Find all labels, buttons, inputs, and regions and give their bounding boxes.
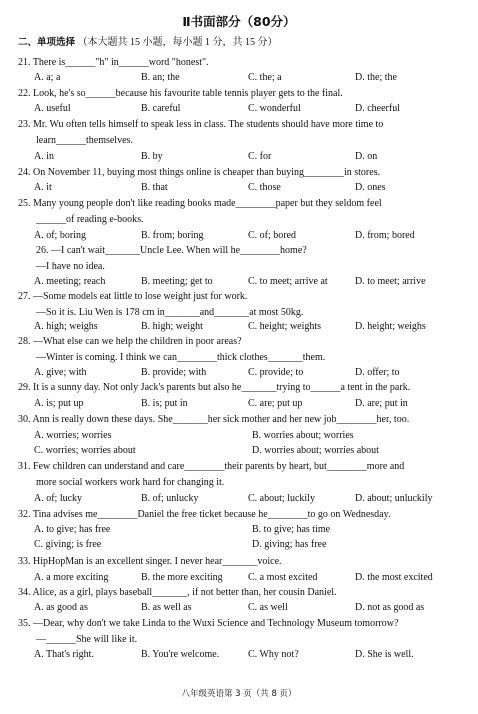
question-26-option-C[interactable]: C. to meet; arrive at xyxy=(248,276,328,287)
question-35-option-D[interactable]: D. She is well. xyxy=(355,649,414,660)
question-23-option-B[interactable]: B. by xyxy=(141,151,163,162)
question-33-option-A[interactable]: A. a more exciting xyxy=(34,572,109,583)
question-29-option-A[interactable]: A. is; put up xyxy=(34,398,84,409)
question-33-option-C[interactable]: C. a most excited xyxy=(248,572,318,583)
question-28-line-1: 28. —What else can we help the children in poor areas? xyxy=(18,336,242,347)
question-26-line-1: 26. —I can't wait_______Uncle Lee. When will he________home? xyxy=(36,245,307,256)
question-23-line-1: 23. Mr. Wu often tells himself to speak less in class. The students should have more time to xyxy=(18,119,384,130)
question-32-option-B[interactable]: B. to give; has time xyxy=(252,524,331,535)
question-35-line-1: 35. —Dear, why don't we take Linda to the Wuxi Science and Technology Museum tomorrow? xyxy=(18,618,399,629)
question-25-option-D[interactable]: D. from; bored xyxy=(355,230,415,241)
section-header xyxy=(18,36,278,49)
question-29-option-C[interactable]: C. are; put up xyxy=(248,398,303,409)
question-22-option-A[interactable]: A. useful xyxy=(34,103,71,114)
question-34-option-D[interactable]: D. not as good as xyxy=(355,602,425,613)
question-35-option-A[interactable]: A. That's right. xyxy=(34,649,94,660)
question-30-option-B[interactable]: B. worries about; worries xyxy=(252,430,354,441)
question-30-option-D[interactable]: D. worries about; worries about xyxy=(252,445,379,456)
question-28-option-D[interactable]: D. offer; to xyxy=(355,367,400,378)
question-21-option-C[interactable]: C. the; a xyxy=(248,72,282,83)
question-31-line-1: 31. Few children can understand and care________their parents by heart, but________more and xyxy=(18,461,405,472)
question-33-option-B[interactable]: B. the more exciting xyxy=(141,572,223,583)
question-35-line-2: —______She will like it. xyxy=(36,634,138,645)
question-34-option-C[interactable]: C. as well xyxy=(248,602,288,613)
question-23-option-C[interactable]: C. for xyxy=(248,151,272,162)
question-35-option-B[interactable]: B. You're welcome. xyxy=(141,649,220,660)
question-25-line-2: ______of reading e-books. xyxy=(36,214,144,225)
question-21-option-B[interactable]: B. an; the xyxy=(141,72,180,83)
question-26-option-A[interactable]: A. meeting; reach xyxy=(34,276,106,287)
question-34-option-B[interactable]: B. as well as xyxy=(141,602,192,613)
question-31-option-C[interactable]: C. about; luckily xyxy=(248,493,315,504)
question-22-option-C[interactable]: C. wonderful xyxy=(248,103,301,114)
question-24-option-A[interactable]: A. it xyxy=(34,182,52,193)
question-25-line-1: 25. Many young people don't like reading books made________paper but they seldom feel xyxy=(18,198,382,209)
question-24-option-B[interactable]: B. that xyxy=(141,182,168,193)
page-footer: 八年级英语第 3 页（共 8 页） xyxy=(181,689,297,699)
question-22-option-B[interactable]: B. careful xyxy=(141,103,181,114)
question-21-line-1: 21. There is______"h" in______word "honest". xyxy=(18,57,209,68)
question-23-line-2: learn______themselves. xyxy=(36,135,133,146)
page-title: Ⅱ书面部分（80分） xyxy=(182,14,296,29)
question-29-option-B[interactable]: B. is; put in xyxy=(141,398,188,409)
question-33-line-1: 33. HipHopMan is an excellent singer. I never hear_______voice. xyxy=(18,556,282,567)
question-31-option-A[interactable]: A. of; lucky xyxy=(34,493,83,504)
question-25-option-C[interactable]: C. of; bored xyxy=(248,230,297,241)
question-21-option-D[interactable]: D. the; the xyxy=(355,72,397,83)
question-29-line-1: 29. It is a sunny day. Not only Jack's parents but also he_______trying to______a tent in the park. xyxy=(18,382,411,393)
question-26-option-D[interactable]: D. to meet; arrive xyxy=(355,276,426,287)
question-31-option-D[interactable]: D. about; unluckily xyxy=(355,493,433,504)
question-32-option-D[interactable]: D. giving; has free xyxy=(252,539,327,550)
section-note: （本大题共 15 小题，每小题 1 分，共 15 分） xyxy=(77,37,278,48)
question-30-option-C[interactable]: C. worries; worries about xyxy=(34,445,136,456)
question-33-option-D[interactable]: D. the most excited xyxy=(355,572,433,583)
question-27-line-1: 27. —Some models eat little to lose weight just for work. xyxy=(18,291,248,302)
question-34-option-A[interactable]: A. as good as xyxy=(34,602,88,613)
question-29-option-D[interactable]: D. are; put in xyxy=(355,398,408,409)
question-28-option-A[interactable]: A. give; with xyxy=(34,367,87,378)
question-32-option-A[interactable]: A. to give; has free xyxy=(34,524,111,535)
question-23-option-A[interactable]: A. in xyxy=(34,151,54,162)
question-27-option-B[interactable]: B. high; weight xyxy=(141,321,203,332)
question-32-option-C[interactable]: C. giving; is free xyxy=(34,539,102,550)
question-27-option-D[interactable]: D. height; weighs xyxy=(355,321,426,332)
question-22-option-D[interactable]: D. cheerful xyxy=(355,103,400,114)
question-30-option-A[interactable]: A. worries; worries xyxy=(34,430,112,441)
question-28-option-C[interactable]: C. provide; to xyxy=(248,367,304,378)
question-31-option-B[interactable]: B. of; unlucky xyxy=(141,493,199,504)
question-27-line-2: —So it is. Liu Wen is 178 cm in_______and_______at most 50kg. xyxy=(36,307,304,318)
question-24-option-D[interactable]: D. ones xyxy=(355,182,386,193)
question-26-option-B[interactable]: B. meeting; get to xyxy=(141,276,213,287)
question-24-option-C[interactable]: C. those xyxy=(248,182,281,193)
question-23-option-D[interactable]: D. on xyxy=(355,151,378,162)
question-34-line-1: 34. Alice, as a girl, plays baseball_______, if not better than, her cousin Daniel. xyxy=(18,587,337,598)
section-heading: 二、单项选择 xyxy=(18,37,76,48)
question-27-option-C[interactable]: C. height; weights xyxy=(248,321,322,332)
question-31-line-2: more social workers work hard for changing it. xyxy=(36,477,225,488)
question-22-line-1: 22. Look, he's so______because his favourite table tennis player gets to the final. xyxy=(18,88,343,99)
question-26-line-2: —I have no idea. xyxy=(36,261,105,272)
question-35-option-C[interactable]: C. Why not? xyxy=(248,649,299,660)
question-28-line-2: —Winter is coming. I think we can________thick clothes_______them. xyxy=(36,352,326,363)
question-25-option-A[interactable]: A. of; boring xyxy=(34,230,86,241)
question-25-option-B[interactable]: B. from; boring xyxy=(141,230,204,241)
question-28-option-B[interactable]: B. provide; with xyxy=(141,367,207,378)
question-21-option-A[interactable]: A. a; a xyxy=(34,72,61,83)
question-27-option-A[interactable]: A. high; weighs xyxy=(34,321,98,332)
question-24-line-1: 24. On November 11, buying most things online is cheaper than buying________in stores. xyxy=(18,167,381,178)
question-30-line-1: 30. Ann is really down these days. She_______her sick mother and her new job________her, too. xyxy=(18,414,410,425)
question-32-line-1: 32. Tina advises me________Daniel the free ticket because he________to go on Wednesday. xyxy=(18,509,391,520)
